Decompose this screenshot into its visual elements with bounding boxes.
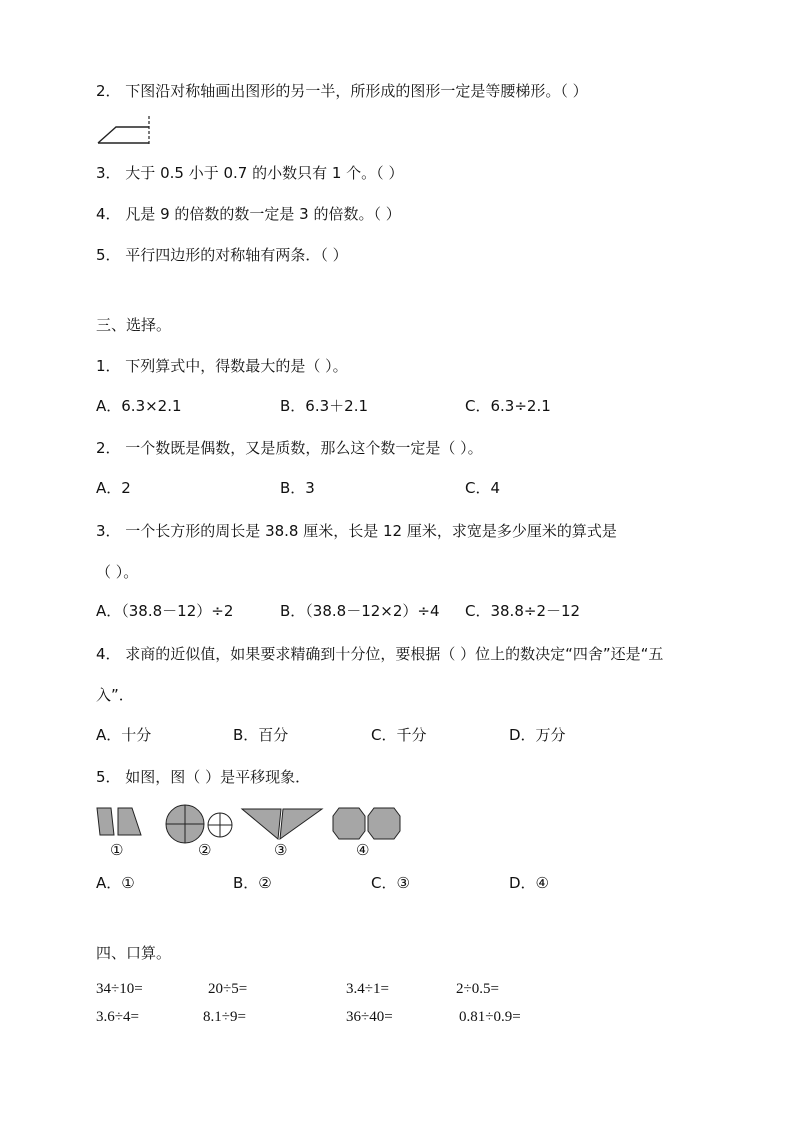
judge-item-3: 3． 大于 0.5 小于 0.7 的小数只有 1 个。（ ） (96, 164, 404, 182)
q3-option-c[interactable]: C．38.8÷2－12 (465, 602, 581, 620)
calc-r1-c2: 20÷5= (208, 981, 248, 997)
q3-option-a[interactable]: A．（38.8－12）÷2 (96, 602, 234, 620)
figure-4-right-octagon (368, 808, 400, 839)
choice-q1: 1． 下列算式中，得数最大的是（ ）。 (96, 357, 348, 375)
judge-item-4: 4． 凡是 9 的倍数的数一定是 3 的倍数。（ ） (96, 205, 401, 223)
q5-option-c[interactable]: C．③ (371, 874, 410, 892)
figure-label-2: ② (198, 841, 212, 859)
choice-q3-cont: （ ）。 (96, 563, 139, 581)
q3-option-b[interactable]: B．（38.8－12×2）÷4 (280, 602, 440, 620)
q4-option-a[interactable]: A．十分 (96, 726, 152, 744)
judge-item-5: 5． 平行四边形的对称轴有两条．（ ） (96, 246, 348, 264)
q4-option-d[interactable]: D．万分 (509, 726, 566, 744)
figure-label-4: ④ (356, 841, 370, 859)
q1-option-b[interactable]: B．6.3＋2.1 (280, 397, 369, 415)
q2-option-b[interactable]: B．3 (280, 479, 315, 497)
figure-label-3: ③ (274, 841, 288, 859)
q4-option-b[interactable]: B．百分 (233, 726, 289, 744)
figure-3-right-triangle (280, 809, 322, 839)
q5-option-a[interactable]: A．① (96, 874, 135, 892)
q2-option-a[interactable]: A．2 (96, 479, 131, 497)
calc-r2-c4: 0.81÷0.9= (459, 1009, 521, 1025)
judge-item-2: 2． 下图沿对称轴画出图形的另一半，所形成的图形一定是等腰梯形。（ ） (96, 82, 588, 100)
calc-r1-c1: 34÷10= (96, 981, 143, 997)
figure-label-1: ① (110, 841, 124, 859)
section-3-title: 三、选择。 (96, 316, 172, 334)
q1-option-a[interactable]: A．6.3×2.1 (96, 397, 182, 415)
q1-option-c[interactable]: C．6.3÷2.1 (465, 397, 551, 415)
calc-r1-c3: 3.4÷1= (346, 981, 389, 997)
figure-3-left-triangle (242, 809, 281, 839)
half-trapezoid-figure (96, 116, 156, 146)
section-4-title: 四、口算。 (96, 944, 172, 962)
q5-option-b[interactable]: B．② (233, 874, 272, 892)
choice-q5: 5． 如图，图（ ）是平移现象． (96, 768, 311, 786)
calc-r2-c2: 8.1÷9= (203, 1009, 246, 1025)
calc-r2-c1: 3.6÷4= (96, 1009, 139, 1025)
figure-1-right-trapezoid (118, 808, 141, 835)
figure-4-left-octagon (333, 808, 365, 839)
q2-option-c[interactable]: C．4 (465, 479, 501, 497)
choice-q4: 4． 求商的近似值，如果要求精确到十分位，要根据（ ）位上的数决定“四舍”还是“五 (96, 645, 664, 663)
choice-q3: 3． 一个长方形的周长是 38.8 厘米，长是 12 厘米，求宽是多少厘米的算式是 (96, 522, 617, 540)
calc-r2-c3: 36÷40= (346, 1009, 393, 1025)
figure-1-left-trapezoid (97, 808, 114, 835)
calc-r1-c4: 2÷0.5= (456, 981, 499, 997)
choice-q2: 2． 一个数既是偶数，又是质数，那么这个数一定是（ ）。 (96, 439, 483, 457)
q4-option-c[interactable]: C．千分 (371, 726, 427, 744)
choice-q4-cont: 入”． (96, 686, 134, 704)
q5-option-d[interactable]: D．④ (509, 874, 549, 892)
